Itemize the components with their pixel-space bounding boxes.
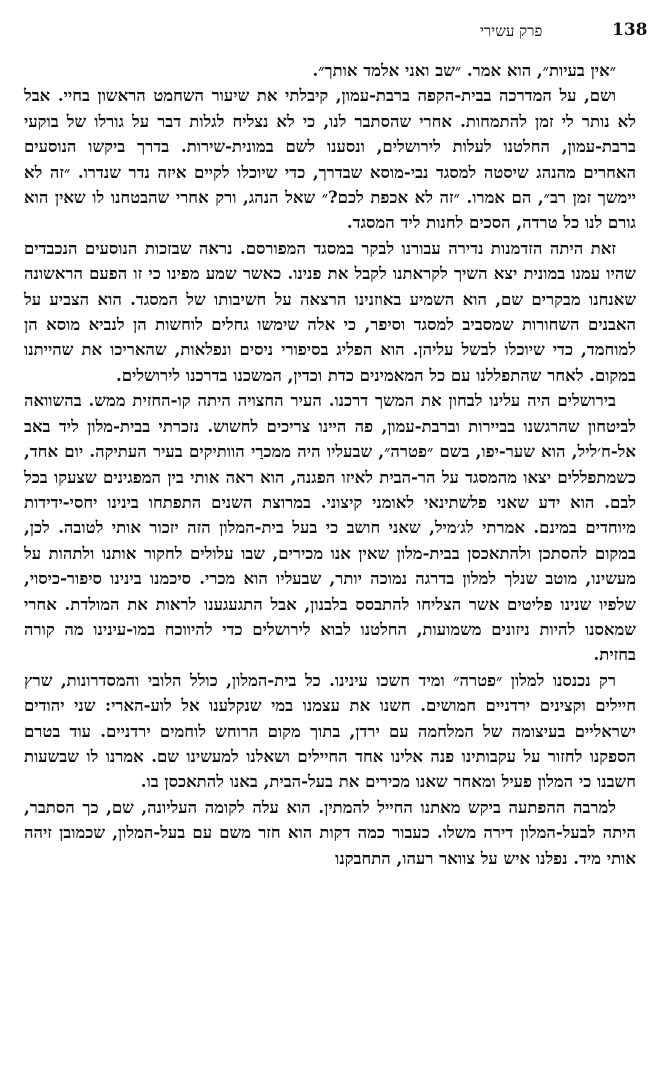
body-text xyxy=(24,58,636,871)
chapter-running-head: פרק עשירי xyxy=(480,22,543,40)
paragraph: זאת היתה הזדמנות נדירה עבורנו לבקר במסגד המפורסם. נראה שבזכות הנוסעים הנכבדים שהיו עמנו במונית יצא השיך לקראתנו לקבל את פנינו. כאשר שמע מפינו כי זו הפעם הראשונה שאנחנו מבקרים שם, הוא השמיע באוזנינו הרצאה על חשיבותו של המסגד. הוא הצביע על האבנים השחורות שמסביב למסגד וסיפר, כי אלה שימשו גחלים לוחשות הן לנביא מוסא הן למוחמד, כדי שיוכלו לבשל עליהן. הוא הפליג בסיפורי ניסים ונפלאות, שהאריכו את שהייתנו במקום. לאחר שהתפללנו עם כל המאמינים כדת וכדין, המשכנו בדרכנו לירושלים. xyxy=(24,238,636,385)
page-number: 138 xyxy=(612,20,648,40)
paragraph: למרבה ההפתעה ביקש מאתנו החייל להמתין. הוא עלה לקומה העליונה, שם, כך הסתבר, היתה לבעל-המלון דירה משלו. כעבור כמה דקות הוא חזר משם עם בעל-המלון, שכמובן זיהה אותי מיד. נפלנו איש על צוואר רעהו, התחבקנו xyxy=(24,797,636,868)
page-header xyxy=(0,20,670,48)
paragraph: ״אין בעיות״, הוא אמר. ״שב ואני אלמד אותך״. xyxy=(312,61,616,80)
paragraph: בירושלים היה עלינו לבחון את המשך דרכנו. העיר החצויה היתה קו-החזית ממש. בהשוואה לביטחון שהרגשנו בביירות וברבת-עמון, פה היינו צריכים לחשוש. נזכרתי בבית-מלון ליד באב אל-ח׳ליל, הוא שער-יפו, בשם ״פטרה״, שבעליו היה ממכרַי הוותיקים בעיר העתיקה. יום אחד, כשמתפללים יצאו מהמסגד על הר-הבית לאיזו הפגנה, הוא ראה אותי בין המפגינים שצעקו בכל לבם. הוא ידע שאני פלשתינאי לאומני קיצוני. במרוצת השנים התפתחו בינינו יחסי-ידידות מיוחדים במינם. אמרתי לג׳מיל, שאני חושב כי בעל בית-המלון הזה יזכור אותי לטובה. לכן, במקום להסתכן ולהתאכסן בבית-מלון שאין אנו מכירים, שבו עלולים לחקור אותנו ולתהות על מעשינו, מוטב שנלך למלון בדרגה נמוכה יותר, שבעליו הוא מכרי. סיכמנו בינינו סיפור-כיסוי, שלפיו שנינו פליטים אשר הצליחו להתבסס בלבנון, אבל התגעגענו לראות את המולדת. אחרי שמאסנו להיות ניזונים משמועות, החלטנו לבוא לירושלים כדי להיווכח במו-עינינו מה קורה בחזית. xyxy=(24,391,636,665)
paragraph: ושם, על המדרכה בבית-הקפה ברבת-עמון, קיבלתי את שיעור השחמט הראשון בחיי. אבל לא נותר לי זמן להתמחות. אחרי שהסתבר לנו, כי לא נצליח לגלות דבר על גורלו של בוקעי ברבת-עמון, החלטנו לעלות לירושלים, ונסענו לשם במונית-שירות. בדרך ביקשו הנוסעים האחרים מהנהג שיסטה למסגד נבי-מוסא שבדרך, כדי שיוכלו לקיים איזה נדר שנדרו. ״זה לא יימשך זמן רב״, הם אמרו. ״זה לא אכפת לכם?״ שאל הנהג, ורק אחרי שהבטחנו לו שאין הוא גורם לנו כל טרדה, הסכים לחנות ליד המסגד. xyxy=(24,86,636,233)
paragraph: רק נכנסנו למלון ״פטרה״ ומיד חשכו עינינו. כל בית-המלון, כולל הלובי והמסדרונות, שרץ חיילים וקצינים ירדניים חמושים. חשנו את עצמנו במי שנקלענו אל לוע-הארי: שני יהודים ישראליים בעיצומה של המלחמה עם ירדן, בתוך מקום הרוחש לוחמים ירדניים. עוד בטרם הספקנו לחזור על עקבותינו פנה אלינו אחד החיילים ושאלנו למעשינו שם. אמרנו לו שבשעות חשבנו כי המלון פעיל ומאחר שאנו מכירים את בעל-הבית, באנו להתאכסן בו. xyxy=(24,670,636,792)
